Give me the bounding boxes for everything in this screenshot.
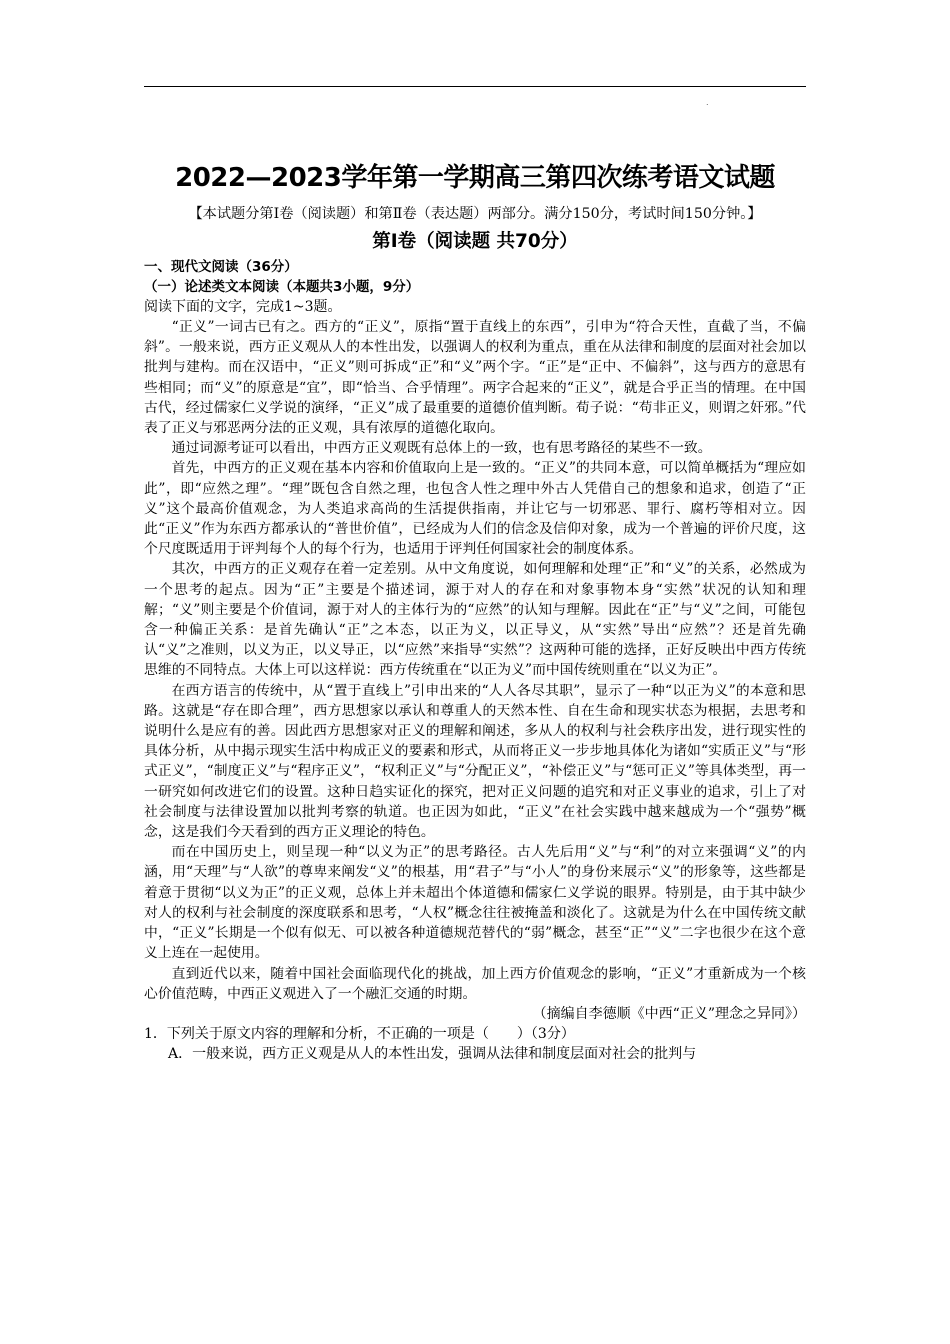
page-title: 2022—2023学年第一学期高三第四次练考语文试题 xyxy=(175,163,775,193)
section-heading: 一、现代文阅读（36分） xyxy=(144,259,298,275)
passage-paragraph-6: 而在中国历史上，则呈现一种“以义为正”的思考路径。古人先后用“义”与“利”的对立来强调“义”的内涵，用“天理”与“人欲”的尊卑来阐发“义”的根基，用“君子”与“小人”的身份来展示“义”的形象等，这些都是着意于贯彻“以义为正”的正义观，总体上并未超出个体道德和儒家仁义学说的眼界。特别是，由于其中缺少对人的权利与社会制度的深度联系和思考，“人权”概念往往被掩盖和淡化了。这就是为什么在中国传统文献中，“正义”长期是一个似有似无、可以被各种道德规范替代的“弱”概念，甚至“正”“义”二字也很少在这个意义上连在一起使用。 xyxy=(144,844,806,962)
passage-paragraph-7: 直到近代以来，随着中国社会面临现代化的挑战，加上西方价值观念的影响，“正义”才重新成为一个核心价值范畴，中西正义观进入了一个融汇交通的时期。 xyxy=(144,965,806,1002)
document-body xyxy=(144,150,806,1064)
passage-paragraph-4: 其次，中西方的正义观存在着一定差别。从中文角度说，如何理解和处理“正”和“义”的关系，必然成为一个思考的起点。因为“正”主要是个描述词，源于对人的存在和对象事物本身“实然”状况的认知和理解；“义”则主要是个价值词，源于对人的主体行为的“应然”的认知与理解。因此在“正”与“义”之间，可能包含一种偏正关系：是首先确认“正”之本态，以正为义，以正导义，从“实然”导出“应然”？还是首先确认“义”之准则，以义为正，以义导正，以“应然”来指导“实然”？这两种可能的选择，正好反映出中西方传统思维的不同特点。大体上可以这样说：西方传统重在“以正为义”而中国传统则重在“以义为正”。 xyxy=(144,561,806,679)
instruction-text: 阅读下面的文字，完成1~3题。 xyxy=(144,299,342,315)
passage-paragraph-2: 通过词源考证可以看出，中西方正义观既有总体上的一致，也有思考路径的某些不一致。 xyxy=(171,440,712,457)
subsection-heading: （一）论述类文本阅读（本题共3小题，9分） xyxy=(144,279,420,295)
question-1-option-a: A．一般来说，西方正义观是从人的本性出发，强调从法律和制度层面对社会的批判与 xyxy=(168,1045,697,1062)
passage-paragraph-5: 在西方语言的传统中，从“置于直线上”引申出来的“人人各尽其职”，显示了一种“以正为义”的本意和思路。这就是“存在即合理”，西方思想家以承认和尊重人的天然本性、自在生命和现实状态为根据，去思考和说明什么是应有的善。因此西方思想家对正义的理解和阐述，多从人的权利与社会秩序出发，进行现实性的具体分析，从中揭示现实生活中构成正义的要素和形式，从而将正义一步步地具体化为诸如“实质正义”与“形式正义”，“制度正义”与“程序正义”，“权利正义”与“分配正义”，“补偿正义”与“惩可正义”等具体类型，再一一研究如何改进它们的设置。这种日趋实证化的探究，把对正义问题的追究和对正义事业的追求，引上了对社会制度与法律设置加以批判考察的轨道。也正因为如此，“正义”在社会实践中越来越成为一个“强势”概念，这是我们今天看到的西方正义理论的特色。 xyxy=(144,682,806,841)
passage-paragraph-3: 首先，中西方的正义观在基本内容和价值取向上是一致的。“正义”的共同本意，可以简单概括为“理应如此”，即“应然之理”。“理”既包含自然之理，也包含人性之理中外古人凭借自己的想象和追求，创造了“正义”这个最高价值观念，为人类追求高尚的生活提供指南，并让它与一切邪恶、罪行、腐朽等相对立。因此“正义”作为东西方都承认的“普世价值”，已经成为人们的信念及信仰对象，成为一个普遍的评价尺度，这个尺度既适用于评判每个人的每个行为，也适用于评判任何国家社会的制度体系。 xyxy=(144,460,806,558)
header-rule xyxy=(144,86,806,87)
volume-heading: 第I卷（阅读题 共70分） xyxy=(372,231,578,252)
passage-paragraph-1: “正义”一词古已有之。西方的“正义”，原指“置于直线上的东西”，引申为“符合天性，直截了当，不偏斜”。一般来说，西方正义观从人的本性出发，以强调人的权利为重点，重在从法律和制度的层面对社会加以批判与建构。而在汉语中，“正义”则可拆成“正”和“义”两个字。“正”是“正中、不偏斜”，这与西方的意思有些相同；而“义”的原意是“宜”，即“恰当、合乎情理”。两字合起来的“正义”，就是合乎正当的情理。在中国古代，经过儒家仁义学说的演绎，“正义”成了最重要的道德价值判断。荀子说：“苟非正义，则谓之奸邪。”代表了正义与邪恶两分法的正义观，具有浓厚的道德化取向。 xyxy=(144,319,806,437)
header-dot: . xyxy=(706,98,709,107)
question-1: 1．下列关于原文内容的理解和分析，不正确的一项是（ ）（3分） xyxy=(144,1025,575,1042)
passage-source: （摘编自李德顺《中西“正义”理念之异同》） xyxy=(532,1005,806,1022)
exam-note: 【本试题分第Ⅰ卷（阅读题）和第Ⅱ卷（表达题）两部分。满分150分，考试时间150分钟。】 xyxy=(188,206,762,222)
